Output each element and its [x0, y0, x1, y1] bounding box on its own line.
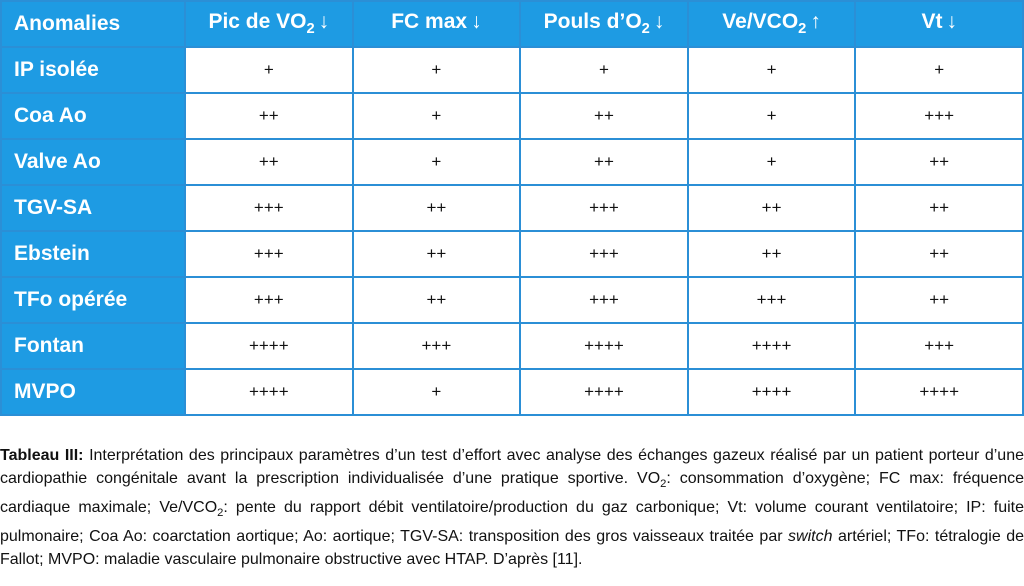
- table-cell: ++++: [185, 323, 353, 369]
- table-cell: +: [353, 139, 521, 185]
- table-cell: +: [353, 93, 521, 139]
- row-header: MVPO: [1, 369, 185, 415]
- table-cell: ++: [855, 277, 1023, 323]
- table-cell: ++: [855, 185, 1023, 231]
- table-cell: ++: [520, 139, 688, 185]
- column-header: Vt ↓: [855, 1, 1023, 47]
- caption-label: Tableau III:: [0, 447, 84, 464]
- table-cell: +: [688, 47, 856, 93]
- table-cell: ++++: [520, 369, 688, 415]
- table-cell: ++: [855, 139, 1023, 185]
- table-cell: +++: [855, 323, 1023, 369]
- row-header: TFo opérée: [1, 277, 185, 323]
- table-cell: +: [185, 47, 353, 93]
- arrow-down-icon: ↓: [653, 10, 665, 34]
- table-cell: ++: [185, 93, 353, 139]
- table-cell: +: [855, 47, 1023, 93]
- row-header: Valve Ao: [1, 139, 185, 185]
- table-cell: ++++: [520, 323, 688, 369]
- table-cell: +++: [520, 185, 688, 231]
- table-row: [1, 93, 1023, 139]
- row-header: IP isolée: [1, 47, 185, 93]
- table-cell: ++: [353, 231, 521, 277]
- corner-header: Anomalies: [1, 1, 185, 47]
- table-row: [1, 139, 1023, 185]
- table-cell: ++: [855, 231, 1023, 277]
- table-row: [1, 47, 1023, 93]
- row-header: Ebstein: [1, 231, 185, 277]
- table-cell: ++: [688, 231, 856, 277]
- table-cell: +++: [185, 185, 353, 231]
- table-cell: +++: [855, 93, 1023, 139]
- table-cell: +: [688, 93, 856, 139]
- table-row: [1, 369, 1023, 415]
- row-header: TGV-SA: [1, 185, 185, 231]
- table-cell: +++: [688, 277, 856, 323]
- table-cell: ++: [185, 139, 353, 185]
- arrow-down-icon: ↓: [471, 10, 482, 34]
- column-header: FC max ↓: [353, 1, 521, 47]
- header-row: [1, 1, 1023, 47]
- row-header: Coa Ao: [1, 93, 185, 139]
- column-header: $Ve/VCO_2$ ↑: [688, 1, 856, 47]
- table-cell: +: [353, 47, 521, 93]
- row-header: Fontan: [1, 323, 185, 369]
- table-cell: +++: [353, 323, 521, 369]
- table-cell: ++++: [185, 369, 353, 415]
- table-cell: +++: [185, 231, 353, 277]
- table-cell: ++: [520, 93, 688, 139]
- table-caption: Tableau III: Interprétation des principaux paramètres d’un test d’effort avec analyse des échanges gazeux réalisé par un patient porteur d’une cardiopathie congénitale avant la prescription individualisée d’une pratique sportive. $VO_2$: consommation d’oxygène; FC max: fréquence cardiaque maximale; $Ve/VCO_2$: pente du rapport débit ventilatoire/production du gaz carbonique; Vt: volume courant ventilatoire; IP: fuite pulmonaire; Coa Ao: coarctation aortique; Ao: aortique; TGV-SA: transposition des gros vaisseaux traitée par switch artériel; TFo: tétralogie de Fallot; MVPO: maladie vasculaire pulmonaire obstructive avec HTAP. D’après [11].: [0, 447, 1024, 569]
- table-row: [1, 231, 1023, 277]
- table-cell: +: [520, 47, 688, 93]
- table-row: [1, 323, 1023, 369]
- table-row: [1, 277, 1023, 323]
- table-cell: +++: [520, 277, 688, 323]
- table-cell: ++: [353, 185, 521, 231]
- arrow-down-icon: ↓: [318, 10, 330, 34]
- table-cell: +++: [185, 277, 353, 323]
- column-header: Pouls $d’O_2$ ↓: [520, 1, 688, 47]
- column-header: Pic de $VO_2$ ↓: [185, 1, 353, 47]
- table-row: [1, 185, 1023, 231]
- arrow-up-icon: ↑: [810, 10, 821, 34]
- arrow-down-icon: ↓: [946, 10, 957, 34]
- table-cell: ++: [688, 185, 856, 231]
- table-cell: ++++: [855, 369, 1023, 415]
- table-cell: ++++: [688, 323, 856, 369]
- table-cell: ++++: [688, 369, 856, 415]
- table-cell: +++: [520, 231, 688, 277]
- table-cell: ++: [353, 277, 521, 323]
- table-cell: +: [688, 139, 856, 185]
- table-cell: +: [353, 369, 521, 415]
